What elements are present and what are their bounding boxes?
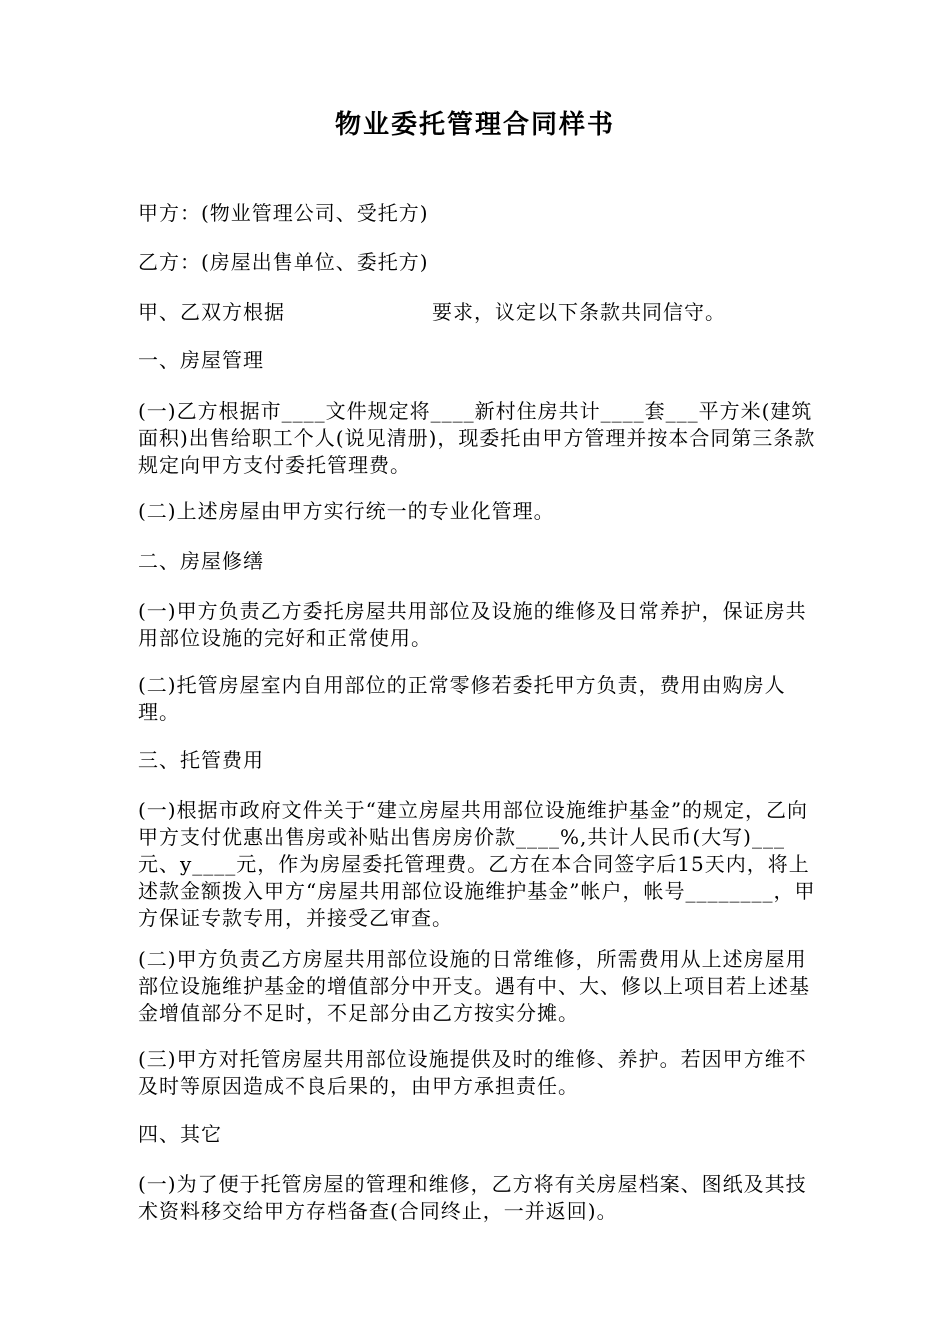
party-b-line: 乙方：(房屋出售单位、委托方) [138,250,429,274]
clause-4-1: (一)为了便于托管房屋的管理和维修，乙方将有关房屋档案、图纸及其技术资料移交给甲方存档备查(合同终止，一并返回)。 [138,1172,807,1223]
section-heading-1: 一、房屋管理 [138,348,264,372]
clause-2-2: (二)托管房屋室内自用部位的正常零修若委托甲方负责，费用由购房人理。 [138,673,786,724]
party-a-line: 甲方：(物业管理公司、受托方) [138,201,429,225]
clause-2-1: (一)甲方负责乙方委托房屋共用部位及设施的维修及日常养护，保证房共用部位设施的完好和正常使用。 [138,599,807,650]
clause-3-2: (二)甲方负责乙方房屋共用部位设施的日常维修，所需费用从上述房屋用部位设施维护基金的增值部分中开支。遇有中、大、修以上项目若上述基金增值部分不足时，不足部分由乙方按实分摊。 [138,947,810,1025]
section-heading-4: 四、其它 [138,1122,222,1146]
section-heading-3: 三、托管费用 [138,748,264,772]
clause-1-1: (一)乙方根据市____文件规定将____新村住房共计____套___平方米(建筑面积)出售给职工个人(说见清册)，现委托由甲方管理并按本合同第三条款规定向甲方支付委托管理费。 [138,399,816,477]
intro-line: 甲、乙双方根据 要求，议定以下条款共同信守。 [138,300,726,324]
document-title: 物业委托管理合同样书 [334,110,615,140]
section-heading-2: 二、房屋修缮 [138,549,264,573]
clause-3-3: (三)甲方对托管房屋共用部位设施提供及时的维修、养护。若因甲方维不及时等原因造成不良后果的，由甲方承担责任。 [138,1047,807,1098]
clause-3-1: (一)根据市政府文件关于“建立房屋共用部位设施维护基金”的规定，乙向甲方支付优惠出售房或补贴出售房房价款____%,共计人民币(大写)___元、y____元，作为房屋委托管理费。乙方在本合同签字后15天内，将上述款金额拨入甲方“房屋共用部位设施维护基金”帐户，帐号________，甲方保证专款专用，并接受乙审查。 [138,798,816,930]
clause-1-2: (二)上述房屋由甲方实行统一的专业化管理。 [138,499,555,523]
